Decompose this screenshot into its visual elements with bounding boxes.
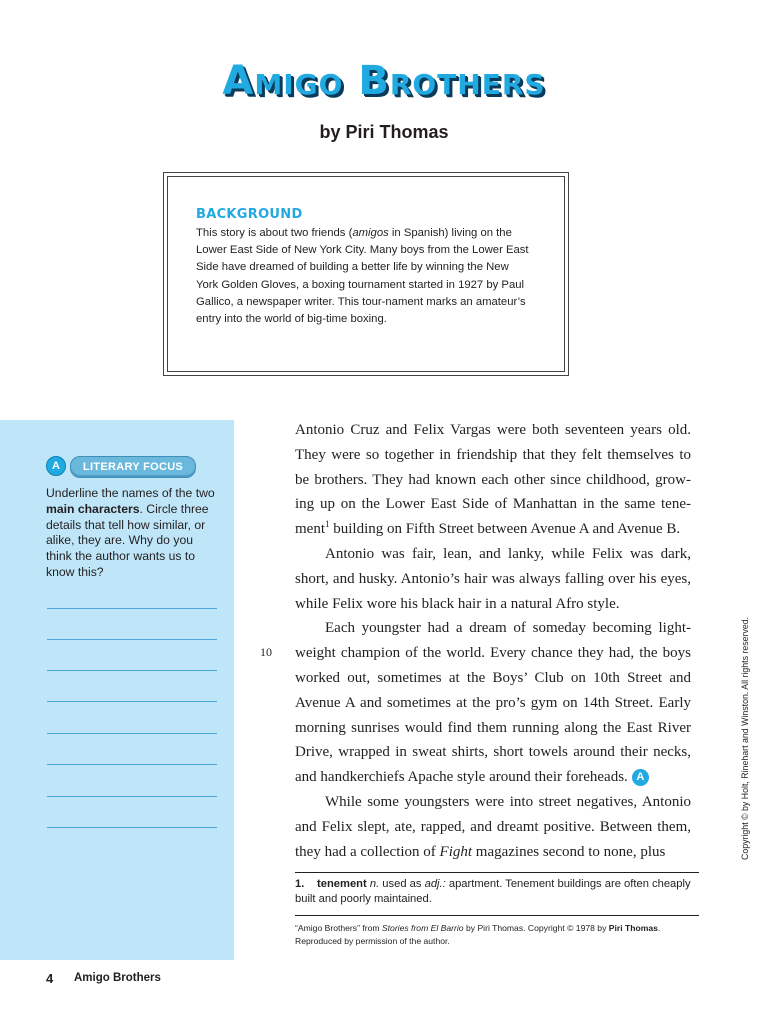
prompt-part1: Underline the names of the two: [46, 486, 215, 500]
footnote: [295, 877, 699, 907]
literary-focus-badge: A: [46, 456, 66, 476]
line-number: 10: [260, 645, 272, 659]
footnote-used-as: used as: [379, 878, 425, 890]
answer-line[interactable]: [47, 701, 217, 702]
answer-line[interactable]: [47, 733, 217, 734]
p3-text: Each youngster had a dream of someday becoming light-weight champion of the world. Every chance they had, the boys worked out, sometimes at the Boys’ Club on 10th Street and Avenue A and sometimes at the pro’s gym on 14th Street. Early morning sunrises would find them running along the East River Drive, wrapped in sweat shirts, short towels around their necks, and handkerchiefs Apache style around their foreheads.: [295, 620, 691, 786]
credit-part1: “Amigo Brothers” from: [295, 923, 382, 933]
answer-line[interactable]: [47, 764, 217, 765]
answer-line[interactable]: [47, 670, 217, 671]
footnote-line-1: [295, 877, 699, 907]
p4-fight-italic: Fight: [439, 843, 473, 860]
footnote-definition: apartment. Tenement buildings are often cheaply built and poorly maintained.: [295, 878, 691, 905]
author-byline: by Piri Thomas: [319, 122, 449, 142]
p4-text: While some youngsters were into street negatives, Antonio and Felix slept, ate, rapped, and dreamt positive. Between them, they had a collection of: [295, 793, 691, 860]
background-text-part2: in Spanish) living on the Lower East Side of New York City. Many boys from the Lower East Side have dreamed of building a better life by winning the New York Golden Gloves, a boxing tournament started in 1927 by Paul Gallico, a newspaper writer. This tour-nament marks an amateur’s entry into the world of big-time boxing.: [196, 227, 529, 326]
credit-part2: by Piri Thomas. Copyright © 1978 by: [463, 923, 609, 933]
story-title: Amigo Brothers: [222, 58, 546, 104]
footnote-divider: [295, 872, 699, 873]
story-paragraph: Antonio was fair, lean, and lanky, while Felix was dark, short, and husky. Antonio’s hair was always falling over his eyes, while Felix wore his black hair in a natural Afro style.: [295, 545, 691, 612]
answer-line[interactable]: [47, 608, 217, 609]
background-text-part1: This story is about two friends (: [196, 227, 353, 239]
credit-divider: [295, 915, 699, 916]
credit-holder: Piri Thomas: [608, 923, 658, 933]
credit-line-2: Reproduced by permission of the author.: [295, 936, 450, 946]
answer-line[interactable]: [47, 827, 217, 828]
credit-book: Stories from El Barrio: [381, 923, 464, 933]
answer-line[interactable]: [47, 639, 217, 640]
footnote-pos-noun: n.: [369, 878, 380, 890]
page-number: 4: [46, 971, 54, 986]
answer-line[interactable]: [47, 796, 217, 797]
credit-line-1: [295, 922, 705, 935]
background-text: [196, 225, 532, 328]
background-box: [163, 172, 569, 376]
p1-text-end: building on Fifth Street between Avenue A and Avenue B.: [329, 521, 681, 538]
source-credit: [295, 922, 705, 948]
credit-part3: .: [657, 923, 661, 933]
literary-focus-prompt: [46, 486, 222, 581]
p4-text-end: magazines second to none, plus: [472, 843, 666, 860]
footnote-ref: 1: [325, 519, 330, 530]
story-text: [295, 418, 691, 864]
p1-text: Antonio Cruz and Felix Vargas were both seventeen years old. They were so together in friendship that they felt themselves to be brothers. They had known each other since childhood, grow-ing up on the Lower East Side of Manhattan in the same tene-ment: [295, 422, 691, 538]
story-paragraph: [295, 616, 691, 790]
footnote-number: 1.: [295, 878, 305, 890]
prompt-part2: . Circle three details that tell how similar, or alike, they are. Why do you think the author wants us to know this?: [46, 501, 209, 579]
footnote-pos-adj: adj.:: [424, 878, 446, 890]
literary-focus-label: LITERARY FOCUS: [70, 456, 196, 478]
copyright-notice: Copyright © by Holt, Rinehart and Winston. All rights reserved.: [740, 616, 750, 860]
running-footer-title: Amigo Brothers: [74, 972, 161, 984]
background-heading: BACKGROUND: [196, 207, 303, 222]
footnote-term: tenement: [317, 878, 367, 890]
story-paragraph: [295, 790, 691, 864]
literary-focus-marker: A: [632, 769, 649, 786]
story-paragraph: [295, 418, 691, 542]
prompt-main-characters: main characters: [46, 501, 140, 516]
background-text-amigos: amigos: [352, 227, 389, 239]
